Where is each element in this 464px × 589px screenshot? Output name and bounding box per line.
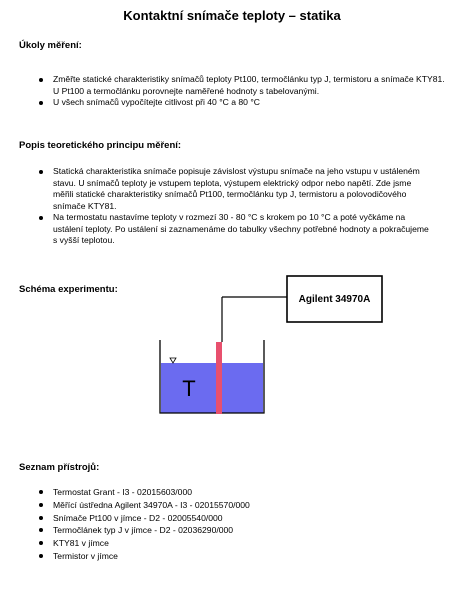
tank-label: T: [182, 376, 196, 401]
bath-liquid: [161, 363, 263, 413]
document-title: Kontaktní snímače teploty – statika: [123, 8, 341, 23]
section-heading-popis: Popis teoretického principu měření:: [19, 140, 182, 151]
list-item: Termistor v jímce: [36, 550, 436, 563]
list-item: Statická charakteristika snímače popisuje závislost výstupu snímače na jeho vstupu v ustáleném stavu. U snímačů teploty je vstupem teplota, výstupem elektrický odpor nebo napětí. Zde jsme měřili statické charakteristiky snímačů Pt100, termočlánku typ J, termistoru a polovodičového snímače KTY81.: [36, 166, 434, 212]
level-marker-icon: [170, 358, 176, 363]
section-heading-schema: Schéma experimentu:: [19, 284, 118, 295]
list-item: KTY81 v jímce: [36, 537, 436, 550]
section-heading-seznam: Seznam přístrojů:: [19, 462, 100, 473]
list-item: Měřící ústředna Agilent 34970A - I3 - 02015570/000: [36, 499, 436, 512]
list-item: Na termostatu nastavíme teploty v rozmezí 30 - 80 °C s krokem po 10 °C a poté vyčkáme na ustálení teploty. Po ustálení si zaznamenáme do tabulky všechny potřebné hodnoty a pokračujeme s vyšší teplotou.: [36, 212, 434, 247]
list-item: U všech snímačů vypočítejte citlivost při 40 °C a 80 °C: [36, 97, 446, 109]
ukoly-list: [36, 74, 446, 109]
popis-list: [36, 166, 434, 247]
section-heading-ukoly: Úkoly měření:: [19, 40, 82, 51]
experiment-diagram: [150, 272, 390, 422]
seznam-list: [36, 486, 436, 563]
instrument-label: Agilent 34970A: [298, 294, 371, 305]
list-item: Snímače Pt100 v jímce - D2 - 02005540/000: [36, 512, 436, 525]
list-item: Termočlánek typ J v jímce - D2 - 02036290/000: [36, 524, 436, 537]
list-item: Termostat Grant - I3 - 02015603/000: [36, 486, 436, 499]
temperature-probe: [216, 342, 222, 414]
list-item: Změřte statické charakteristiky snímačů teploty Pt100, termočlánku typ J, termistoru a snímače KTY81. U Pt100 a termočlánku porovnejte naměřené hodnoty s tabelovanými.: [36, 74, 446, 97]
